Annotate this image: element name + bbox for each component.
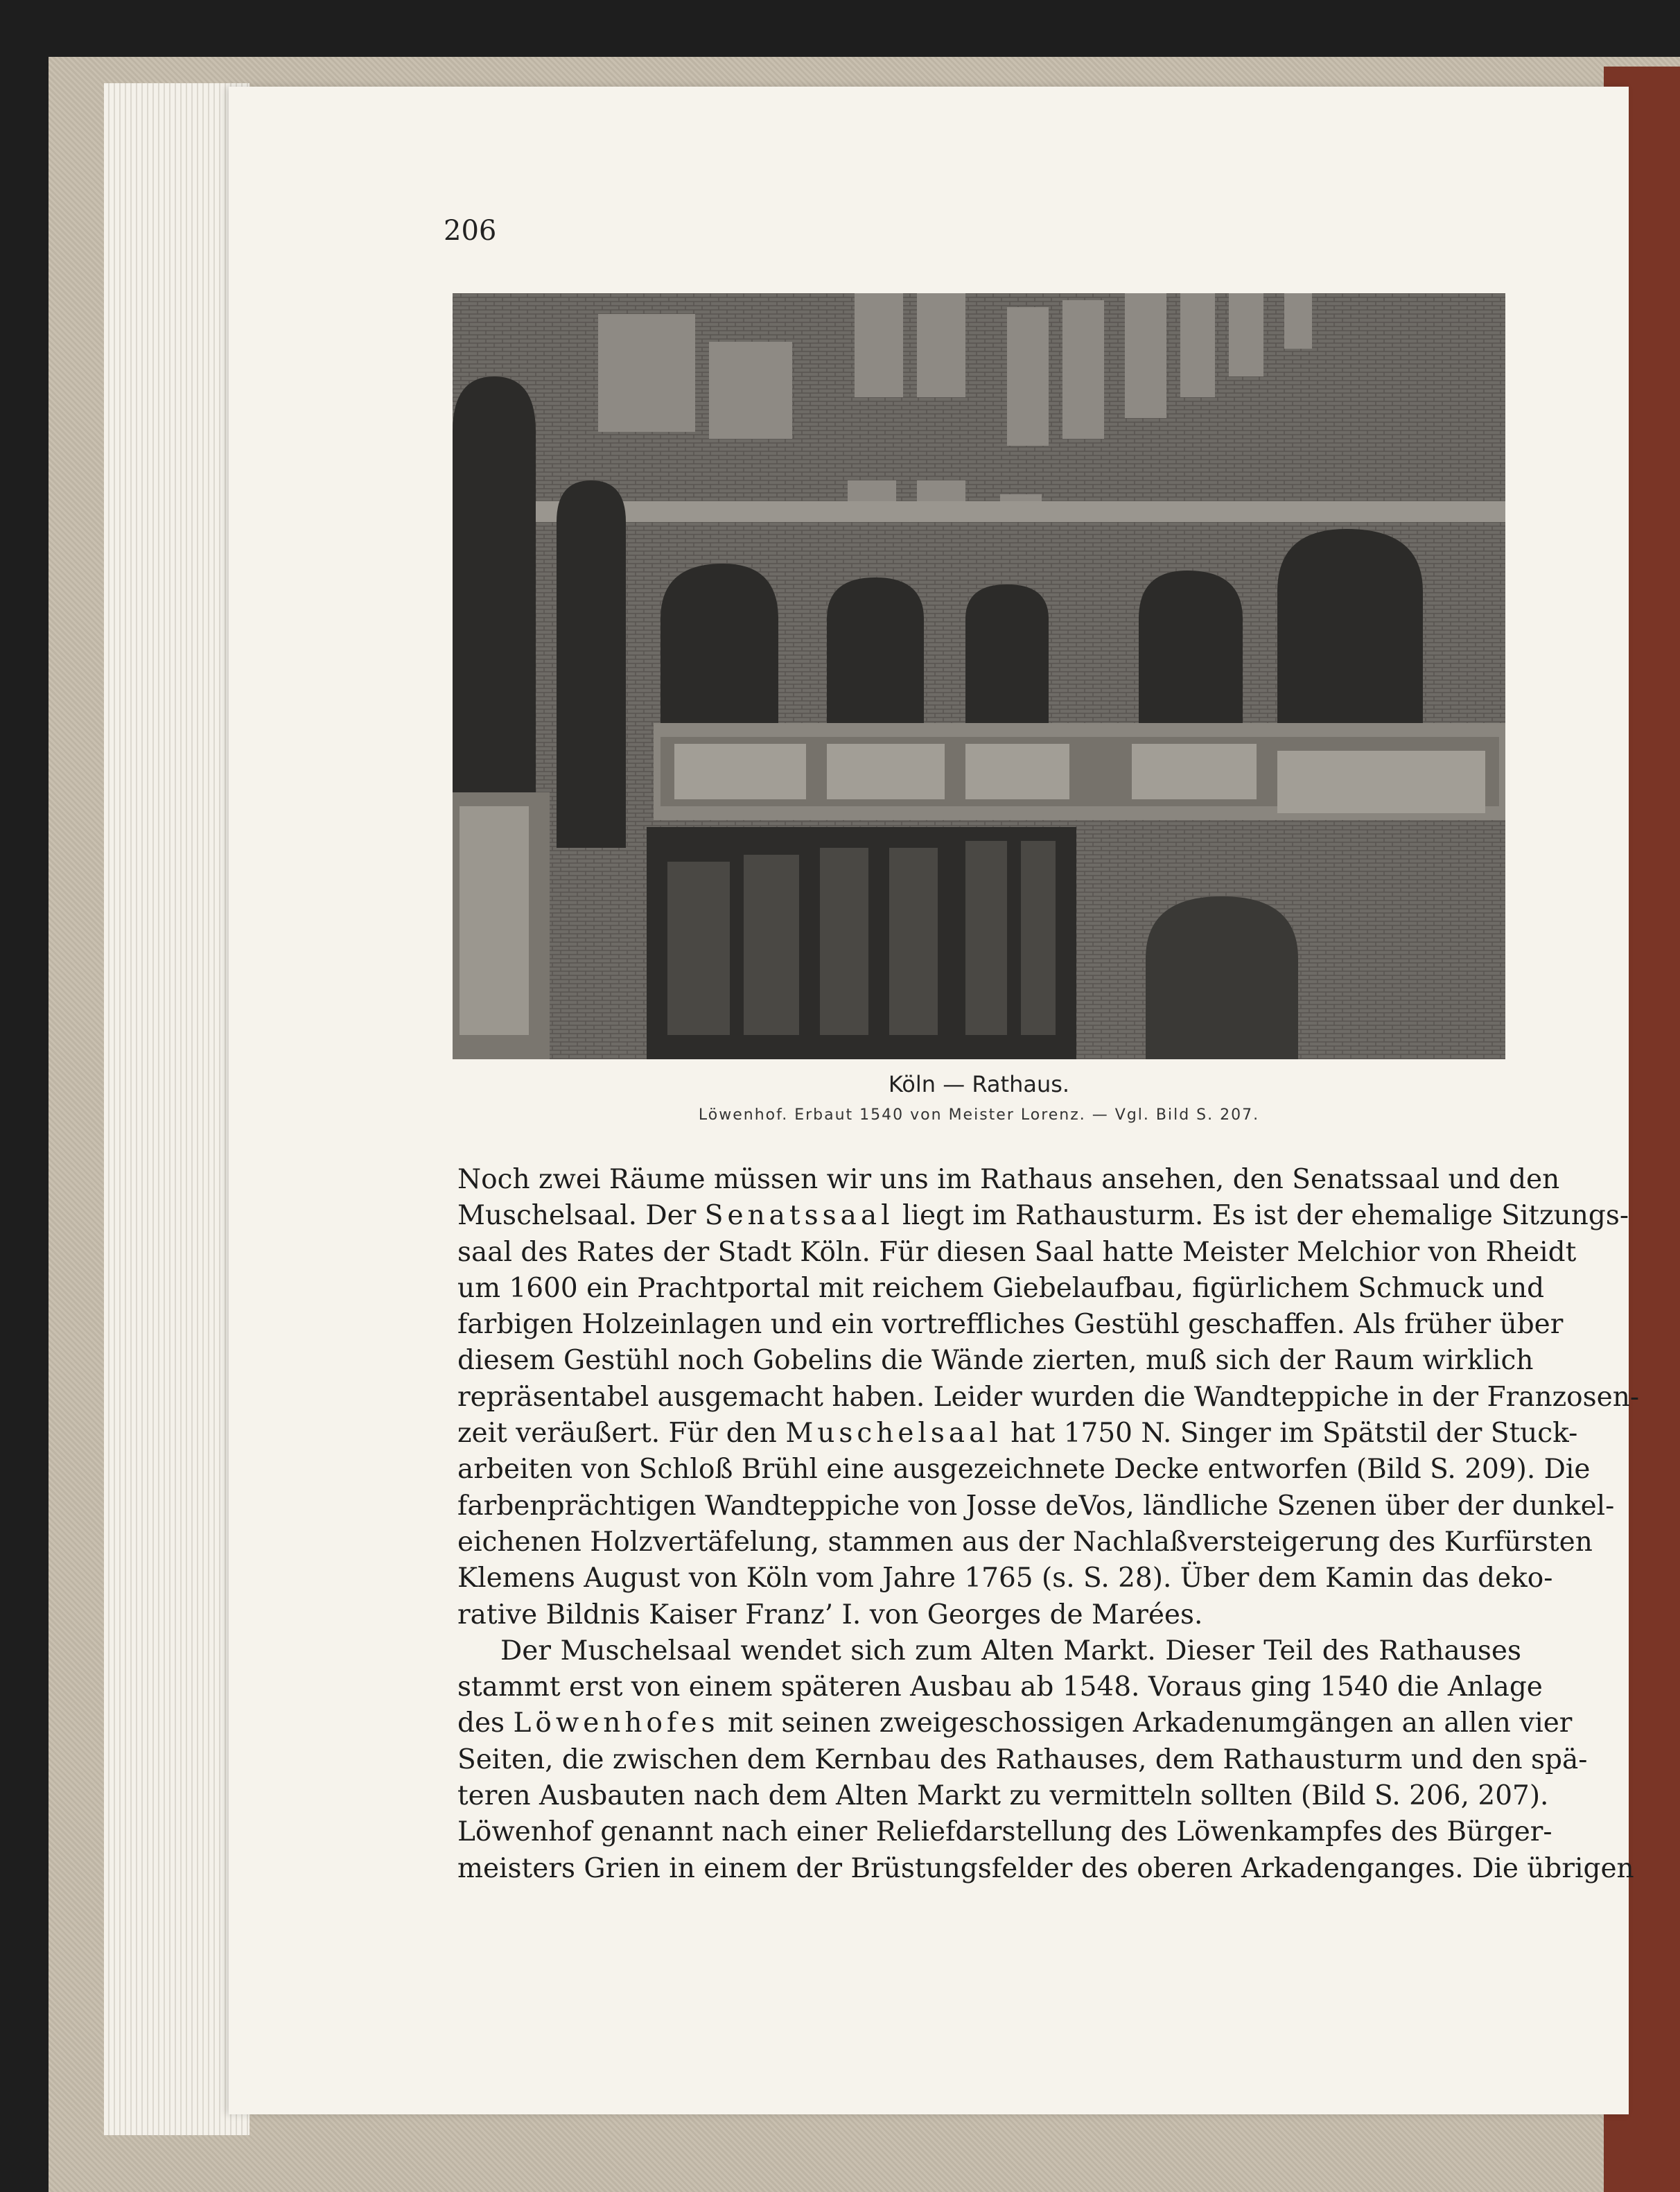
figure-caption-subtitle: Löwenhof. Erbaut 1540 von Meister Lorenz. — Vgl. Bild S. 207. bbox=[698, 1106, 1260, 1124]
emphasized-term: Senatssaal bbox=[704, 1200, 894, 1232]
figure-caption-title: Köln — Rathaus. bbox=[888, 1071, 1070, 1097]
text-run: Klemens August von Köln vom Jahre 1765 (s. S. 28). Über dem Kamin das deko- bbox=[457, 1563, 1553, 1594]
text-line bbox=[457, 1488, 1615, 1524]
body-text bbox=[457, 1162, 1639, 1887]
emphasized-term: Muschelsaal bbox=[785, 1418, 1002, 1450]
text-line bbox=[457, 1380, 1639, 1416]
text-run: Seiten, die zwischen dem Kernbau des Rathauses, dem Rathausturm und den spä- bbox=[457, 1743, 1588, 1775]
text-line bbox=[457, 1235, 1577, 1271]
page-edges bbox=[104, 83, 250, 2135]
text-run: rative Bildnis Kaiser Franz’ I. von Georges de Marées. bbox=[457, 1599, 1203, 1630]
text-run: diesem Gestühl noch Gobelins die Wände zierten, muß sich der Raum wirklich bbox=[457, 1345, 1534, 1377]
text-run: saal des Rates der Stadt Köln. Für diesen Saal hatte Meister Melchior von Rheidt bbox=[457, 1236, 1577, 1268]
text-run: farbenprächtigen Wandteppiche von Josse deVos, ländliche Szenen über der dunkel- bbox=[457, 1490, 1615, 1522]
text-run: Muschelsaal. Der bbox=[457, 1200, 705, 1232]
text-run: Noch zwei Räume müssen wir uns im Rathaus ansehen, den Senatssaal und den bbox=[457, 1164, 1560, 1195]
text-line bbox=[457, 1198, 1629, 1234]
text-run: mit seinen zweigeschossigen Arkadenumgängen an allen vier bbox=[719, 1707, 1573, 1739]
text-line bbox=[457, 1633, 1521, 1669]
text-line bbox=[457, 1307, 1564, 1343]
text-run: hat 1750 N. Singer im Spätstil der Stuck- bbox=[1001, 1418, 1578, 1450]
text-line bbox=[457, 1669, 1543, 1705]
text-line bbox=[457, 1742, 1588, 1778]
text-run: teren Ausbauten nach dem Alten Markt zu vermitteln sollten (Bild S. 206, 207). bbox=[457, 1780, 1549, 1812]
text-run: farbigen Holzeinlagen und ein vortreffliches Gestühl geschaffen. Als früher über bbox=[457, 1309, 1564, 1341]
text-line bbox=[457, 1452, 1591, 1488]
text-line bbox=[457, 1851, 1634, 1887]
page-number: 206 bbox=[444, 215, 497, 247]
text-line bbox=[457, 1343, 1534, 1379]
text-run: meisters Grien in einem der Brüstungsfelder des oberen Arkadenganges. Die übrigen bbox=[457, 1852, 1634, 1884]
text-line bbox=[457, 1814, 1552, 1850]
text-run: Der Muschelsaal wendet sich zum Alten Markt. Dieser Teil des Rathauses bbox=[500, 1635, 1521, 1667]
text-run: arbeiten von Schloß Brühl eine ausgezeichnete Decke entworfen (Bild S. 209). Die bbox=[457, 1454, 1591, 1486]
emphasized-term: Löwenhofes bbox=[513, 1707, 719, 1739]
text-run: repräsentabel ausgemacht haben. Leider wurden die Wandteppiche in der Franzosen- bbox=[457, 1381, 1639, 1413]
text-run: des bbox=[457, 1707, 514, 1739]
text-run: um 1600 ein Prachtportal mit reichem Giebelaufbau, figürlichem Schmuck und bbox=[457, 1272, 1545, 1304]
text-line bbox=[457, 1524, 1593, 1560]
text-run: liegt im Rathausturm. Es ist der ehemalige Sitzungs- bbox=[893, 1200, 1629, 1232]
text-run: eichenen Holzvertäfelung, stammen aus der Nachlaßversteigerung des Kurfürsten bbox=[457, 1526, 1593, 1558]
text-line bbox=[457, 1560, 1553, 1597]
text-line bbox=[457, 1162, 1560, 1198]
text-run: stammt erst von einem späteren Ausbau ab 1548. Voraus ging 1540 die Anlage bbox=[457, 1671, 1543, 1703]
text-line bbox=[457, 1778, 1549, 1814]
text-run: Löwenhof genannt nach einer Reliefdarstellung des Löwenkampfes des Bürger- bbox=[457, 1816, 1552, 1848]
text-line bbox=[457, 1597, 1521, 1633]
text-line bbox=[457, 1271, 1545, 1307]
figure-photo bbox=[453, 293, 1505, 1059]
text-line bbox=[457, 1416, 1578, 1452]
text-line bbox=[457, 1705, 1573, 1741]
text-run: zeit veräußert. Für den bbox=[457, 1418, 786, 1450]
